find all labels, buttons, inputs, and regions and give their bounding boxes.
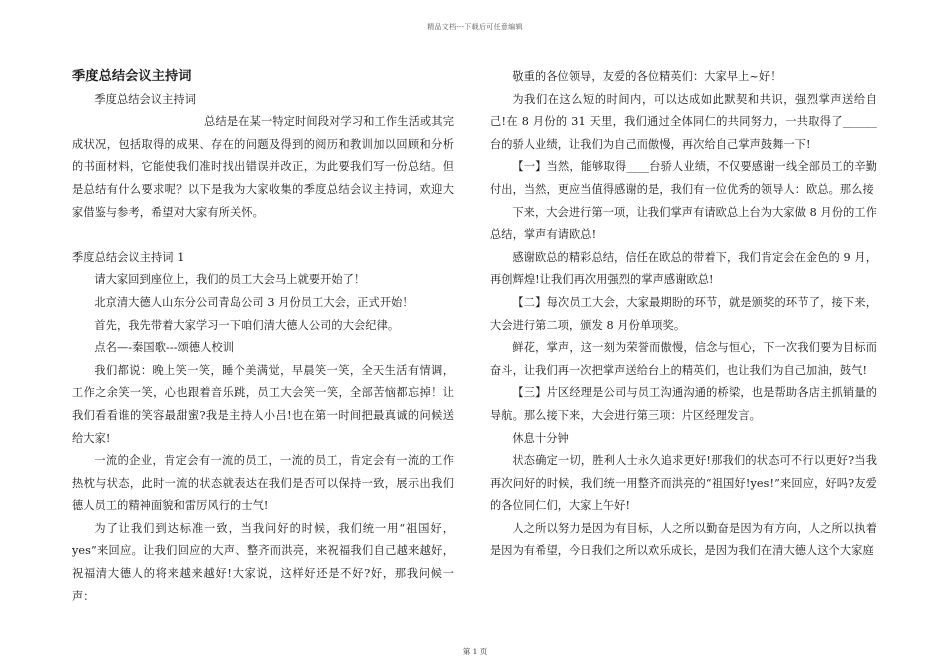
- section-heading: 季度总结会议主持词 1: [72, 250, 185, 264]
- left-paragraph: 为了让我们到达标准一致，当我问好的时候，我们统一用“祖国好，yes”来回应。让我们回应的大声、整齐而洪亮，来祝福我们自己越来越好，祝福清大德人的将来越来越好!大家说，这样好还是不好?好，那我问候一声：: [72, 521, 454, 603]
- left-paragraph: 我们都说：晚上笑一笑，睡个美满觉，早晨笑一笑，全天生活有情调，工作之余笑一笑，心也跟着音乐跳，员工大会笑一笑，全部苦恼都忘掉！让我们看看谁的笑容最甜蜜?我是主持人小吕!也在第一时间把最真诚的问候送给大家!: [72, 363, 454, 445]
- left-paragraph: 一流的企业，肯定会有一流的员工，一流的员工，肯定会有一流的工作热枕与状态，此时一流的状态就表达在我们是否可以保持一致，展示出我们德人员工的精神面貌和雷厉风行的士气!: [72, 454, 454, 513]
- left-paragraph: 点名—-秦国歌---颂德人校训: [94, 341, 235, 355]
- right-paragraph: 【三】片区经理是公司与员工沟通沟通的桥梁，也是帮助各店主抓销量的导航。那么接下来，大会进行第三项：片区经理发言。: [490, 386, 877, 422]
- left-paragraph: 首先，我先带着大家学习一下咱们清大德人公司的大会纪律。: [94, 318, 400, 332]
- section-spacer: [72, 224, 454, 247]
- right-column: [490, 66, 877, 563]
- left-paragraph: 请大家回到座位上，我们的员工大会马上就要开始了！: [94, 273, 366, 287]
- right-paragraph: 【一】当然，能够取得____台骄人业绩，不仅要感谢一线全部员工的辛勤付出，当然，更应当值得感谢的是，我们有一位优秀的领导人：欧总。那么接: [490, 160, 877, 196]
- right-paragraph: 感谢欧总的精彩总结，信任在欧总的带着下，我们肯定会在金色的 9 月，再创辉煌!让我们再次用强烈的掌声感谢欧总!: [490, 250, 877, 287]
- document-title: 季度总结会议主持词: [72, 69, 192, 84]
- right-paragraph: 敬重的各位领导，友爱的各位精英们：大家早上~好！: [512, 70, 782, 83]
- right-paragraph: 状态确定一切，胜利人士永久追求更好!那我们的状态可不行以更好?当我再次问好的时候，我们统一用整齐而洪亮的“祖国好!yes!”来回应，好吗?友爱的各位同仁们，大家上午好!: [490, 454, 877, 513]
- left-paragraph: 北京清大德人山东分公司青岛公司 3 月份员工大会，正式开始！: [94, 295, 414, 309]
- document-subtitle: 季度总结会议主持词: [94, 92, 196, 106]
- right-paragraph: 休息十分钟: [512, 431, 569, 445]
- page-header-note: 精品文档---下载后可任意编辑: [427, 23, 523, 31]
- right-paragraph: 人之所以努力是因为有目标，人之所以勤奋是因为有方向，人之所以执着是因为有希望，今日我们之所以欢乐成长，是因为我们在清大德人这个大家庭: [490, 521, 877, 558]
- right-paragraph: 鲜花，掌声，这一刻为荣誉而傲慢，信念与恒心，下一次我们要为目标而奋斗，让我们再一次把掌声送给台上的精英们，也让我们为自己加油，鼓气!: [490, 341, 877, 377]
- left-column: [72, 66, 454, 608]
- right-paragraph: 下来，大会进行第一项，让我们掌声有请欧总上台为大家做 8 月份的工作总结，掌声有请欧总!: [490, 205, 877, 242]
- page-number: 第 1 页: [462, 647, 488, 656]
- right-paragraph: 为我们在这么短的时间内，可以达成如此默契和共识，强烈掌声送给自己!在 8 月份的 31 天里，我们通过全体同仁的共同努力，一共取得了______台的骄人业绩，让我们为自己而傲慢，再次给自己掌声鼓舞一下!: [490, 92, 877, 151]
- intro-paragraph: 总结是在某一特定时间段对学习和工作生活或其完成状况，包括取得的成果、存在的问题及得到的阅历和教训加以回顾和分析的书面材料，它能使我们准时找出错误并改正，为此要我们写一份总结。但是总结有什么要求呢？以下是我为大家收集的季度总结会议主持词，欢迎大家借鉴与参考，希望对大家有所关怀。: [72, 115, 454, 219]
- right-paragraph: 【二】每次员工大会，大家最期盼的环节，就是颁奖的环节了，接下来，大会进行第二项，颁发 8 月份单项奖。: [490, 295, 877, 332]
